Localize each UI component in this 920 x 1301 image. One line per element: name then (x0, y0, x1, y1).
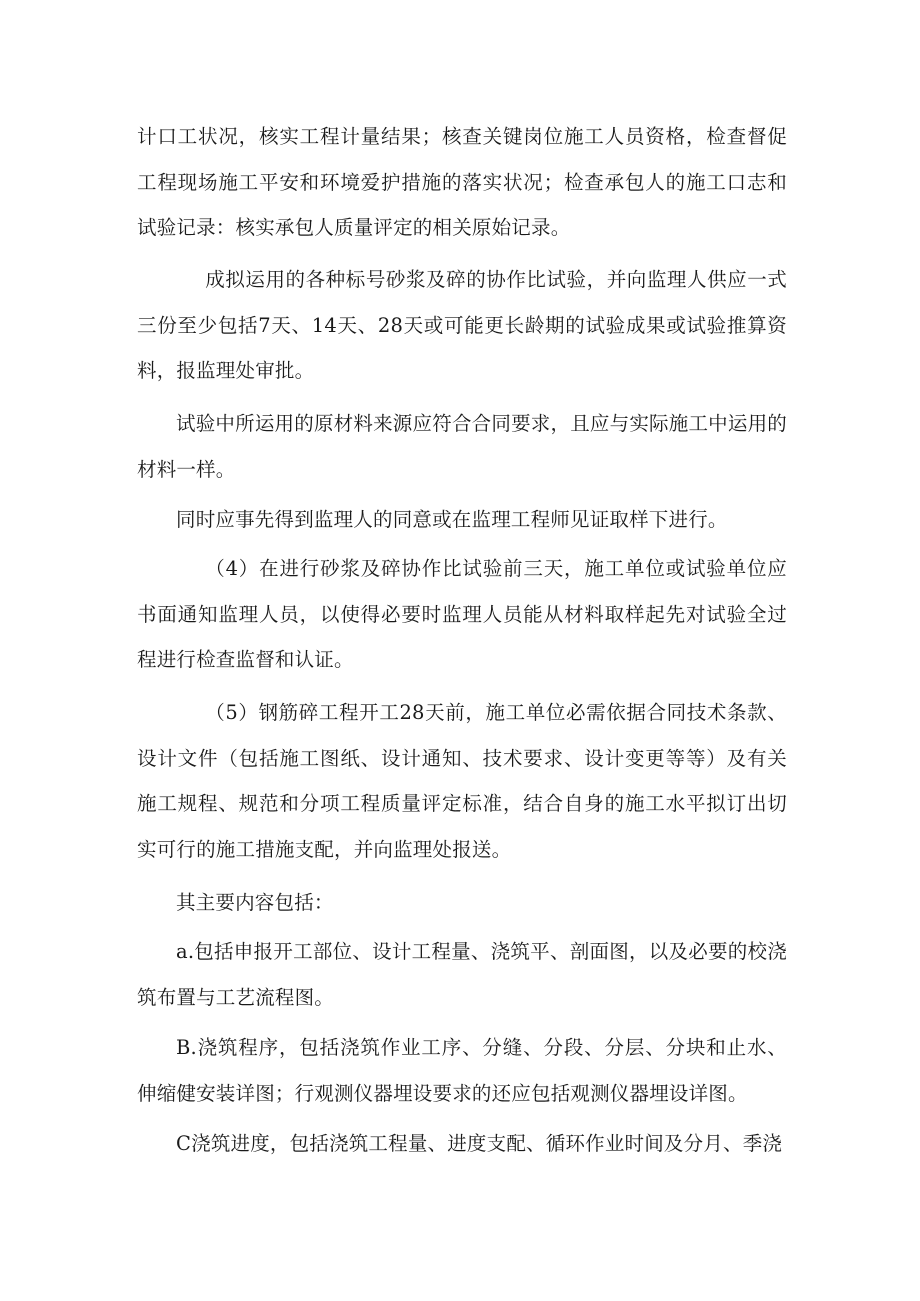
paragraph-4: 同时应事先得到监理人的同意或在监理工程师见证取样下进行。 (176, 508, 728, 531)
paragraph-9: B.浇筑程序，包括浇筑作业工序、分缝、分段、分层、分块和止水、伸缩健安装详图；行观测仪器埋设要求的还应包括观测仪器埋设详图。 (137, 1036, 787, 1105)
paragraph-1: 计口工状况，核实工程计量结果；核查关键岗位施工人员资格，检查督促工程现场施工平安和环境爱护措施的落实状况；检查承包人的施工口志和试验记录：核实承包人质量评定的相关原始记录。 (137, 125, 787, 239)
paragraph-3: 试验中所运用的原材料来源应符合合同要求，且应与实际施工中运用的材料一样。 (137, 412, 787, 481)
paragraph-7: 其主要内容包括： (176, 891, 334, 914)
paragraph-10: C浇筑进度，包括浇筑工程量、进度支配、循环作业时间及分月、季浇 (176, 1132, 783, 1155)
paragraph-2: 成拟运用的各种标号砂浆及碎的协作比试验，并向监理人供应一式三份至少包括7天、14天、28天或可能更长龄期的试验成果或试验推算资料，报监理处审批。 (137, 268, 787, 382)
paragraph-6: （5）钢筋碎工程开工28天前，施工单位必需依据合同技术条款、设计文件（包括施工图纸、设计通知、技术要求、设计变更等等）及有关施工规程、规范和分项工程质量评定标准，结合自身的施工水平拟订出切实可行的施工措施支配，并向监理处报送。 (137, 701, 787, 861)
paragraph-8: a.包括申报开工部位、设计工程量、浇筑平、剖面图，以及必要的校浇筑布置与工艺流程图。 (137, 940, 787, 1009)
paragraph-5: （4）在进行砂浆及碎协作比试验前三天，施工单位或试验单位应书面通知监理人员，以使得必要时监理人员能从材料取样起先对试验全过程进行检查监督和认证。 (137, 557, 787, 671)
